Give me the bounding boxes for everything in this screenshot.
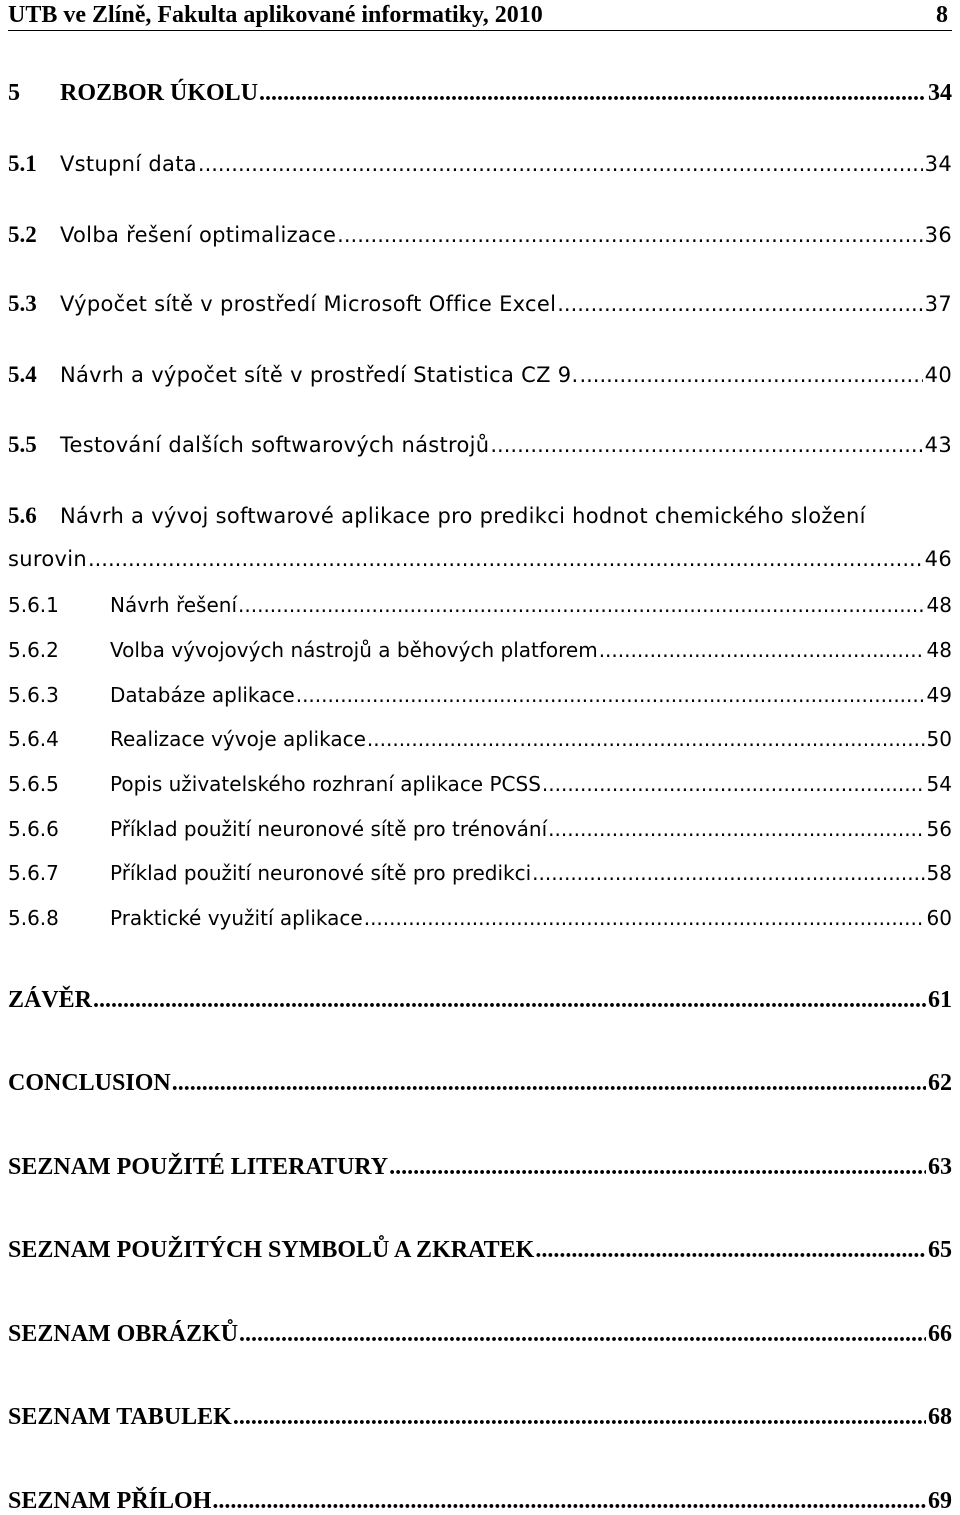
running-header [8, 0, 952, 31]
dot-leader [238, 593, 925, 617]
toc-entry-literatura[interactable] [8, 1154, 952, 1181]
toc-entry-conclusion[interactable] [8, 1070, 952, 1097]
dot-leader [364, 906, 925, 930]
dot-leader [172, 1070, 926, 1097]
toc-title: SEZNAM POUŽITÝCH SYMBOLŮ A ZKRATEK [8, 1237, 535, 1263]
toc-title: Návrh a výpočet sítě v prostředí Statistica CZ 9. [60, 363, 579, 387]
toc-page: 36 [924, 223, 952, 247]
toc-number: 5.6.1 [8, 593, 59, 617]
toc-page: 54 [926, 772, 952, 796]
toc-number: 5.6.4 [8, 727, 59, 751]
toc-page: 37 [924, 292, 952, 316]
dot-leader [239, 1321, 926, 1348]
toc-page: 58 [926, 861, 952, 885]
header-page-number: 8 [936, 1, 948, 28]
toc-entry-symboly[interactable] [8, 1237, 952, 1264]
toc-page: 60 [926, 906, 952, 930]
toc-entry-5-6-line1[interactable] [8, 503, 952, 529]
toc-title: SEZNAM PŘÍLOH [8, 1488, 212, 1514]
toc-entry-5-6-5[interactable] [8, 772, 952, 796]
toc-entry-5-6-8[interactable] [8, 906, 952, 930]
toc-page: 50 [926, 727, 952, 751]
toc-number: 5.5 [8, 432, 37, 457]
toc-entry-5-6-7[interactable] [8, 861, 952, 885]
toc-title-continuation: surovin [8, 547, 87, 571]
toc-entry-tabulky[interactable] [8, 1404, 952, 1431]
toc-entry-5-6-3[interactable] [8, 683, 952, 707]
toc-number: 5.6.6 [8, 817, 59, 841]
toc-entry-ch5[interactable] [8, 80, 952, 107]
toc-page: 65 [928, 1237, 952, 1263]
toc-title: SEZNAM TABULEK [8, 1404, 232, 1430]
toc-number: 5 [8, 80, 20, 106]
dot-leader [532, 861, 924, 885]
dot-leader [557, 292, 922, 316]
toc-title: Návrh a vývoj softwarové aplikace pro predikci hodnot chemického složení [60, 504, 866, 528]
toc-title: CONCLUSION [8, 1070, 171, 1096]
toc-title: Příklad použití neuronové sítě pro trénování [110, 817, 548, 841]
dot-leader [259, 80, 926, 107]
toc-entry-5-5[interactable] [8, 432, 952, 458]
toc-number: 5.6.3 [8, 683, 59, 707]
toc-page: 34 [928, 80, 952, 106]
toc-entry-zaver[interactable] [8, 987, 952, 1014]
toc-title: Databáze aplikace [110, 683, 295, 707]
toc-entry-prilohy[interactable] [8, 1488, 952, 1515]
toc-number: 5.6.7 [8, 861, 59, 885]
dot-leader [548, 817, 924, 841]
toc-page: 61 [928, 987, 952, 1013]
toc-entry-5-6-6[interactable] [8, 817, 952, 841]
dot-leader [599, 638, 925, 662]
toc-entry-5-6-1[interactable] [8, 593, 952, 617]
toc-title: Volba vývojových nástrojů a běhových platforem [110, 638, 598, 662]
toc-page: 63 [928, 1154, 952, 1180]
toc-title: Popis uživatelského rozhraní aplikace PCSS [110, 772, 541, 796]
toc-number: 5.6 [8, 503, 37, 528]
toc-title: Vstupní data [60, 152, 197, 176]
toc-title: ZÁVĚR [8, 987, 93, 1013]
toc-number: 5.4 [8, 362, 37, 387]
toc-page: 34 [924, 152, 952, 176]
toc-title: SEZNAM POUŽITÉ LITERATURY [8, 1154, 389, 1180]
dot-leader [535, 1237, 926, 1264]
toc-entry-5-6-4[interactable] [8, 727, 952, 751]
header-title: UTB ve Zlíně, Fakulta aplikované informatiky, 2010 [8, 1, 543, 28]
dot-leader [367, 727, 925, 751]
dot-leader [93, 987, 926, 1014]
toc-page: 68 [928, 1404, 952, 1430]
toc-page: 48 [926, 638, 952, 662]
dot-leader [296, 683, 925, 707]
toc-page: 40 [924, 363, 952, 387]
toc-title: Výpočet sítě v prostředí Microsoft Office Excel [60, 292, 557, 316]
toc-entry-5-1[interactable] [8, 151, 952, 177]
toc-entry-5-2[interactable] [8, 222, 952, 248]
toc-number: 5.6.5 [8, 772, 59, 796]
toc-entry-5-4[interactable] [8, 362, 952, 388]
toc-title: SEZNAM OBRÁZKŮ [8, 1321, 239, 1347]
toc-page: 46 [924, 547, 952, 571]
toc-page: 49 [926, 683, 952, 707]
toc-title: ROZBOR ÚKOLU [60, 80, 259, 106]
toc-entry-obrazky[interactable] [8, 1321, 952, 1348]
toc-entry-5-6-line2[interactable] [8, 547, 952, 571]
dot-leader [233, 1404, 926, 1431]
dot-leader [579, 363, 922, 387]
toc-title: Testování dalších softwarových nástrojů [60, 433, 490, 457]
toc-title: Příklad použití neuronové sítě pro predikci [110, 861, 532, 885]
toc-page: 62 [928, 1070, 952, 1096]
toc-title: Praktické využití aplikace [110, 906, 363, 930]
dot-leader [389, 1154, 926, 1181]
dot-leader [212, 1488, 926, 1515]
toc-number: 5.2 [8, 222, 37, 247]
toc-number: 5.6.8 [8, 906, 59, 930]
toc-page: 56 [926, 817, 952, 841]
toc-number: 5.1 [8, 151, 37, 176]
toc-page: 69 [928, 1488, 952, 1514]
toc-page: 66 [928, 1321, 952, 1347]
toc-title: Návrh řešení [110, 593, 238, 617]
dot-leader [198, 152, 923, 176]
toc-page: 43 [924, 433, 952, 457]
toc-number: 5.6.2 [8, 638, 59, 662]
toc-entry-5-6-2[interactable] [8, 638, 952, 662]
dot-leader [542, 772, 925, 796]
toc-number: 5.3 [8, 291, 37, 316]
dot-leader [337, 223, 923, 247]
toc-entry-5-3[interactable] [8, 291, 952, 317]
dot-leader [490, 433, 922, 457]
dot-leader [88, 547, 923, 571]
toc-title: Realizace vývoje aplikace [110, 727, 366, 751]
toc-title: Volba řešení optimalizace [60, 223, 337, 247]
toc-page: 48 [926, 593, 952, 617]
